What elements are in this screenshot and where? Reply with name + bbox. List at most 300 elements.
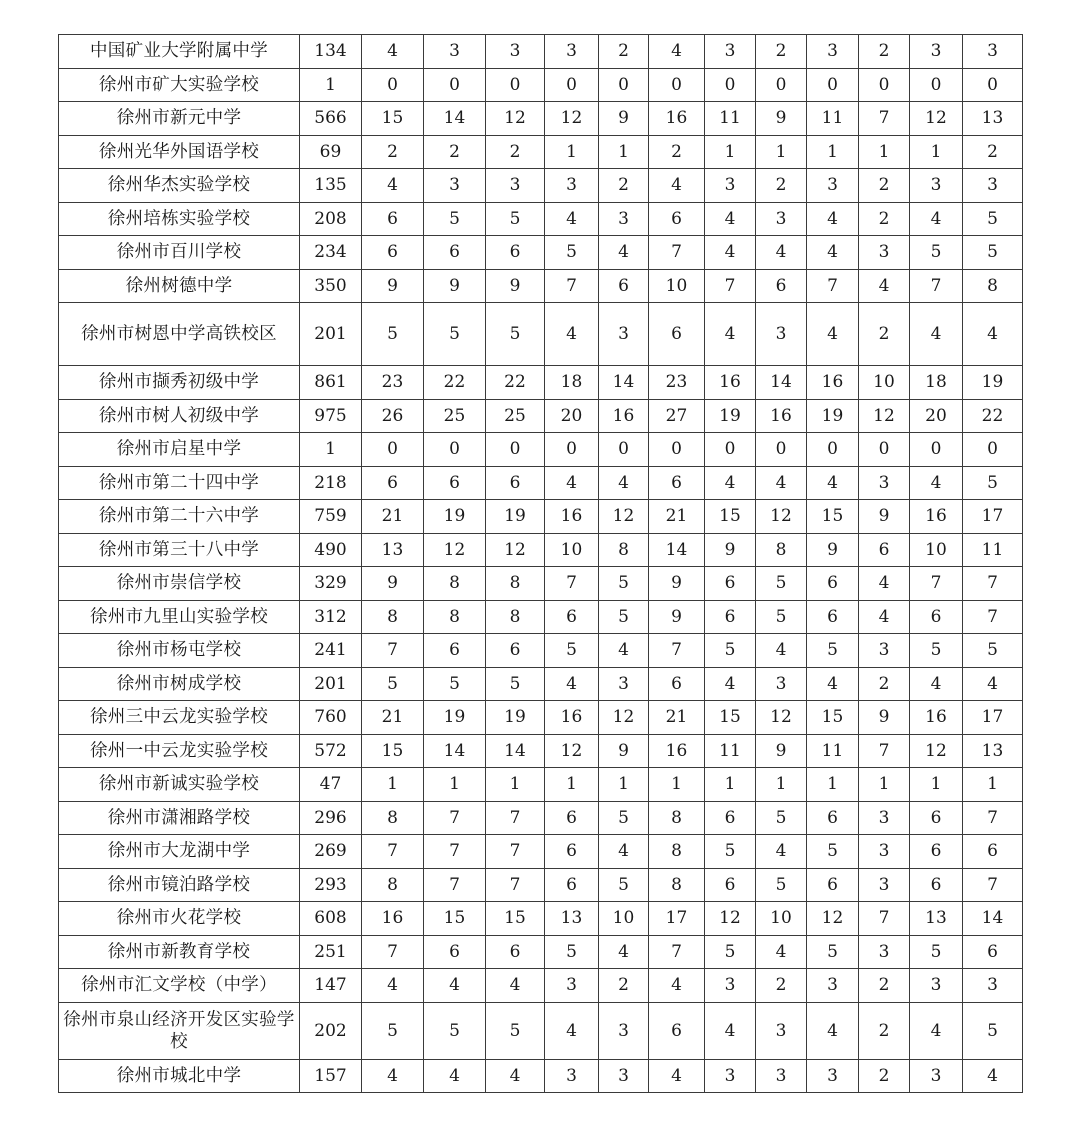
value-cell: 4	[705, 466, 756, 500]
value-cell: 4	[756, 236, 807, 270]
value-cell: 6	[859, 533, 910, 567]
value-cell: 12	[599, 500, 649, 534]
value-cell: 23	[649, 366, 705, 400]
value-cell: 7	[545, 567, 599, 601]
value-cell: 7	[910, 567, 963, 601]
school-name-cell: 徐州市城北中学	[59, 1059, 300, 1093]
value-cell: 19	[424, 701, 486, 735]
value-cell: 6	[362, 466, 424, 500]
value-cell: 4	[599, 634, 649, 668]
value-cell: 17	[649, 902, 705, 936]
table-row	[59, 567, 1023, 601]
value-cell: 4	[807, 236, 859, 270]
value-cell: 7	[362, 935, 424, 969]
value-cell: 0	[649, 68, 705, 102]
value-cell: 21	[649, 500, 705, 534]
value-cell: 4	[545, 202, 599, 236]
value-cell: 9	[756, 102, 807, 136]
value-cell: 6	[807, 801, 859, 835]
value-cell: 7	[963, 567, 1023, 601]
total-cell: 572	[300, 734, 362, 768]
value-cell: 3	[859, 868, 910, 902]
value-cell: 8	[424, 600, 486, 634]
value-cell: 13	[963, 102, 1023, 136]
value-cell: 4	[649, 969, 705, 1003]
value-cell: 1	[424, 768, 486, 802]
value-cell: 16	[599, 399, 649, 433]
value-cell: 3	[705, 169, 756, 203]
value-cell: 2	[649, 135, 705, 169]
value-cell: 11	[705, 102, 756, 136]
value-cell: 4	[649, 1059, 705, 1093]
value-cell: 9	[859, 500, 910, 534]
total-cell: 312	[300, 600, 362, 634]
value-cell: 3	[807, 1059, 859, 1093]
value-cell: 15	[705, 500, 756, 534]
value-cell: 1	[486, 768, 545, 802]
value-cell: 0	[486, 68, 545, 102]
value-cell: 3	[545, 969, 599, 1003]
value-cell: 6	[963, 835, 1023, 869]
value-cell: 3	[910, 969, 963, 1003]
value-cell: 3	[424, 169, 486, 203]
value-cell: 3	[486, 169, 545, 203]
value-cell: 2	[756, 169, 807, 203]
value-cell: 3	[963, 169, 1023, 203]
table-row	[59, 667, 1023, 701]
value-cell: 14	[649, 533, 705, 567]
value-cell: 6	[424, 466, 486, 500]
value-cell: 4	[859, 269, 910, 303]
school-name-cell: 徐州市潇湘路学校	[59, 801, 300, 835]
value-cell: 5	[424, 1002, 486, 1059]
value-cell: 3	[756, 1059, 807, 1093]
value-cell: 4	[807, 466, 859, 500]
value-cell: 0	[424, 68, 486, 102]
value-cell: 1	[599, 768, 649, 802]
value-cell: 5	[486, 303, 545, 366]
table-row	[59, 135, 1023, 169]
value-cell: 3	[910, 1059, 963, 1093]
value-cell: 26	[362, 399, 424, 433]
value-cell: 5	[963, 236, 1023, 270]
value-cell: 4	[649, 169, 705, 203]
value-cell: 1	[545, 135, 599, 169]
value-cell: 4	[910, 202, 963, 236]
value-cell: 3	[910, 35, 963, 69]
value-cell: 4	[859, 567, 910, 601]
value-cell: 6	[545, 801, 599, 835]
value-cell: 4	[599, 935, 649, 969]
value-cell: 4	[545, 667, 599, 701]
table-row	[59, 835, 1023, 869]
value-cell: 4	[705, 1002, 756, 1059]
total-cell: 234	[300, 236, 362, 270]
value-cell: 0	[859, 433, 910, 467]
value-cell: 3	[859, 466, 910, 500]
value-cell: 17	[963, 500, 1023, 534]
value-cell: 5	[963, 202, 1023, 236]
value-cell: 3	[756, 202, 807, 236]
school-name-cell: 徐州市撷秀初级中学	[59, 366, 300, 400]
value-cell: 7	[963, 868, 1023, 902]
value-cell: 23	[362, 366, 424, 400]
value-cell: 3	[859, 634, 910, 668]
value-cell: 4	[599, 236, 649, 270]
value-cell: 4	[756, 835, 807, 869]
school-name-cell: 徐州市第二十六中学	[59, 500, 300, 534]
school-name-cell: 徐州市启星中学	[59, 433, 300, 467]
table-row	[59, 868, 1023, 902]
total-cell: 202	[300, 1002, 362, 1059]
value-cell: 4	[599, 835, 649, 869]
value-cell: 9	[362, 567, 424, 601]
total-cell: 350	[300, 269, 362, 303]
value-cell: 6	[807, 567, 859, 601]
value-cell: 10	[599, 902, 649, 936]
value-cell: 6	[486, 634, 545, 668]
value-cell: 4	[859, 600, 910, 634]
value-cell: 21	[362, 500, 424, 534]
total-cell: 269	[300, 835, 362, 869]
value-cell: 5	[910, 236, 963, 270]
table-row	[59, 1059, 1023, 1093]
value-cell: 5	[486, 1002, 545, 1059]
value-cell: 4	[599, 466, 649, 500]
value-cell: 6	[705, 600, 756, 634]
value-cell: 12	[545, 102, 599, 136]
school-name-cell: 徐州市百川学校	[59, 236, 300, 270]
value-cell: 3	[486, 35, 545, 69]
table-row	[59, 734, 1023, 768]
total-cell: 201	[300, 303, 362, 366]
value-cell: 2	[859, 1002, 910, 1059]
value-cell: 2	[599, 969, 649, 1003]
value-cell: 12	[910, 734, 963, 768]
value-cell: 4	[910, 667, 963, 701]
value-cell: 5	[963, 1002, 1023, 1059]
value-cell: 6	[649, 202, 705, 236]
value-cell: 7	[362, 835, 424, 869]
value-cell: 1	[910, 135, 963, 169]
value-cell: 4	[910, 1002, 963, 1059]
table-row	[59, 236, 1023, 270]
value-cell: 1	[859, 768, 910, 802]
value-cell: 2	[756, 969, 807, 1003]
value-cell: 6	[486, 236, 545, 270]
value-cell: 1	[599, 135, 649, 169]
value-cell: 5	[545, 634, 599, 668]
value-cell: 7	[963, 600, 1023, 634]
value-cell: 3	[859, 835, 910, 869]
value-cell: 5	[424, 667, 486, 701]
value-cell: 8	[362, 801, 424, 835]
school-name-cell: 徐州培栋实验学校	[59, 202, 300, 236]
value-cell: 6	[424, 236, 486, 270]
value-cell: 12	[599, 701, 649, 735]
total-cell: 975	[300, 399, 362, 433]
school-name-cell: 徐州市泉山经济开发区实验学校	[59, 1002, 300, 1059]
value-cell: 1	[545, 768, 599, 802]
value-cell: 4	[545, 466, 599, 500]
table-row	[59, 768, 1023, 802]
table-row	[59, 399, 1023, 433]
value-cell: 1	[705, 135, 756, 169]
value-cell: 6	[910, 600, 963, 634]
value-cell: 3	[424, 35, 486, 69]
value-cell: 7	[649, 634, 705, 668]
total-cell: 566	[300, 102, 362, 136]
value-cell: 14	[756, 366, 807, 400]
value-cell: 1	[362, 768, 424, 802]
total-cell: 134	[300, 35, 362, 69]
school-name-cell: 徐州市矿大实验学校	[59, 68, 300, 102]
value-cell: 4	[963, 667, 1023, 701]
value-cell: 5	[486, 667, 545, 701]
value-cell: 3	[599, 1059, 649, 1093]
value-cell: 0	[910, 68, 963, 102]
total-cell: 760	[300, 701, 362, 735]
value-cell: 5	[362, 667, 424, 701]
value-cell: 3	[756, 303, 807, 366]
value-cell: 4	[807, 202, 859, 236]
total-cell: 296	[300, 801, 362, 835]
value-cell: 5	[362, 1002, 424, 1059]
value-cell: 8	[756, 533, 807, 567]
value-cell: 12	[486, 533, 545, 567]
value-cell: 1	[807, 135, 859, 169]
value-cell: 4	[705, 303, 756, 366]
value-cell: 7	[486, 801, 545, 835]
value-cell: 0	[486, 433, 545, 467]
value-cell: 6	[545, 868, 599, 902]
table-row	[59, 433, 1023, 467]
value-cell: 5	[545, 236, 599, 270]
value-cell: 3	[859, 935, 910, 969]
value-cell: 3	[545, 169, 599, 203]
value-cell: 12	[486, 102, 545, 136]
value-cell: 12	[859, 399, 910, 433]
total-cell: 135	[300, 169, 362, 203]
total-cell: 241	[300, 634, 362, 668]
total-cell: 759	[300, 500, 362, 534]
value-cell: 4	[756, 634, 807, 668]
value-cell: 7	[649, 935, 705, 969]
value-cell: 1	[910, 768, 963, 802]
value-cell: 3	[705, 35, 756, 69]
value-cell: 6	[910, 801, 963, 835]
value-cell: 15	[486, 902, 545, 936]
school-name-cell: 徐州华杰实验学校	[59, 169, 300, 203]
value-cell: 9	[756, 734, 807, 768]
value-cell: 5	[599, 600, 649, 634]
table-row	[59, 169, 1023, 203]
value-cell: 6	[424, 634, 486, 668]
value-cell: 3	[545, 1059, 599, 1093]
total-cell: 608	[300, 902, 362, 936]
table-row	[59, 533, 1023, 567]
value-cell: 5	[807, 634, 859, 668]
table-row	[59, 1002, 1023, 1059]
value-cell: 11	[705, 734, 756, 768]
table-row	[59, 366, 1023, 400]
school-name-cell: 徐州市崇信学校	[59, 567, 300, 601]
value-cell: 8	[362, 868, 424, 902]
value-cell: 14	[963, 902, 1023, 936]
value-cell: 3	[910, 169, 963, 203]
total-cell: 157	[300, 1059, 362, 1093]
value-cell: 10	[756, 902, 807, 936]
value-cell: 20	[910, 399, 963, 433]
value-cell: 7	[545, 269, 599, 303]
value-cell: 5	[807, 835, 859, 869]
value-cell: 0	[649, 433, 705, 467]
value-cell: 7	[859, 902, 910, 936]
value-cell: 19	[705, 399, 756, 433]
value-cell: 8	[486, 600, 545, 634]
value-cell: 6	[807, 600, 859, 634]
value-cell: 22	[424, 366, 486, 400]
value-cell: 3	[963, 969, 1023, 1003]
value-cell: 2	[859, 303, 910, 366]
school-name-cell: 徐州市镜泊路学校	[59, 868, 300, 902]
value-cell: 21	[649, 701, 705, 735]
value-cell: 7	[424, 801, 486, 835]
total-cell: 201	[300, 667, 362, 701]
value-cell: 12	[424, 533, 486, 567]
value-cell: 10	[545, 533, 599, 567]
value-cell: 0	[963, 68, 1023, 102]
value-cell: 3	[705, 969, 756, 1003]
value-cell: 13	[963, 734, 1023, 768]
value-cell: 7	[963, 801, 1023, 835]
value-cell: 14	[424, 734, 486, 768]
total-cell: 490	[300, 533, 362, 567]
school-name-cell: 徐州光华外国语学校	[59, 135, 300, 169]
value-cell: 5	[545, 935, 599, 969]
total-cell: 147	[300, 969, 362, 1003]
school-name-cell: 徐州市大龙湖中学	[59, 835, 300, 869]
value-cell: 21	[362, 701, 424, 735]
school-name-cell: 徐州市杨屯学校	[59, 634, 300, 668]
school-name-cell: 徐州市九里山实验学校	[59, 600, 300, 634]
table-row	[59, 466, 1023, 500]
value-cell: 15	[362, 102, 424, 136]
total-cell: 69	[300, 135, 362, 169]
value-cell: 2	[963, 135, 1023, 169]
value-cell: 0	[545, 68, 599, 102]
value-cell: 6	[649, 667, 705, 701]
value-cell: 19	[486, 500, 545, 534]
value-cell: 6	[756, 269, 807, 303]
value-cell: 3	[599, 202, 649, 236]
table-row	[59, 902, 1023, 936]
value-cell: 19	[486, 701, 545, 735]
value-cell: 8	[963, 269, 1023, 303]
value-cell: 13	[910, 902, 963, 936]
value-cell: 12	[545, 734, 599, 768]
value-cell: 1	[756, 768, 807, 802]
total-cell: 1	[300, 433, 362, 467]
value-cell: 5	[424, 202, 486, 236]
value-cell: 2	[756, 35, 807, 69]
value-cell: 6	[486, 935, 545, 969]
value-cell: 7	[362, 634, 424, 668]
school-name-cell: 徐州市新诚实验学校	[59, 768, 300, 802]
value-cell: 5	[362, 303, 424, 366]
value-cell: 7	[486, 835, 545, 869]
value-cell: 3	[807, 35, 859, 69]
value-cell: 9	[649, 567, 705, 601]
value-cell: 7	[486, 868, 545, 902]
value-cell: 4	[545, 1002, 599, 1059]
school-name-cell: 徐州树德中学	[59, 269, 300, 303]
value-cell: 8	[362, 600, 424, 634]
value-cell: 5	[910, 634, 963, 668]
table-row	[59, 102, 1023, 136]
value-cell: 5	[910, 935, 963, 969]
value-cell: 2	[859, 1059, 910, 1093]
value-cell: 5	[963, 466, 1023, 500]
value-cell: 12	[705, 902, 756, 936]
total-cell: 208	[300, 202, 362, 236]
value-cell: 9	[649, 600, 705, 634]
value-cell: 8	[486, 567, 545, 601]
value-cell: 0	[599, 433, 649, 467]
value-cell: 10	[649, 269, 705, 303]
value-cell: 7	[859, 734, 910, 768]
value-cell: 0	[756, 68, 807, 102]
value-cell: 0	[545, 433, 599, 467]
value-cell: 9	[362, 269, 424, 303]
value-cell: 0	[859, 68, 910, 102]
value-cell: 2	[599, 35, 649, 69]
value-cell: 0	[705, 68, 756, 102]
value-cell: 1	[649, 768, 705, 802]
school-name-cell: 徐州市新元中学	[59, 102, 300, 136]
value-cell: 1	[705, 768, 756, 802]
value-cell: 6	[705, 567, 756, 601]
total-cell: 218	[300, 466, 362, 500]
value-cell: 6	[545, 600, 599, 634]
value-cell: 27	[649, 399, 705, 433]
value-cell: 16	[910, 701, 963, 735]
value-cell: 4	[545, 303, 599, 366]
table-body	[59, 35, 1023, 1093]
total-cell: 1	[300, 68, 362, 102]
school-name-cell: 徐州市第二十四中学	[59, 466, 300, 500]
value-cell: 4	[756, 466, 807, 500]
value-cell: 7	[910, 269, 963, 303]
total-cell: 861	[300, 366, 362, 400]
value-cell: 5	[705, 935, 756, 969]
value-cell: 4	[362, 169, 424, 203]
value-cell: 5	[599, 567, 649, 601]
value-cell: 3	[859, 236, 910, 270]
value-cell: 15	[362, 734, 424, 768]
value-cell: 2	[599, 169, 649, 203]
value-cell: 7	[859, 102, 910, 136]
value-cell: 2	[859, 969, 910, 1003]
value-cell: 12	[910, 102, 963, 136]
value-cell: 4	[963, 1059, 1023, 1093]
value-cell: 0	[599, 68, 649, 102]
value-cell: 18	[545, 366, 599, 400]
value-cell: 6	[649, 1002, 705, 1059]
value-cell: 5	[756, 567, 807, 601]
value-cell: 9	[859, 701, 910, 735]
value-cell: 0	[362, 68, 424, 102]
